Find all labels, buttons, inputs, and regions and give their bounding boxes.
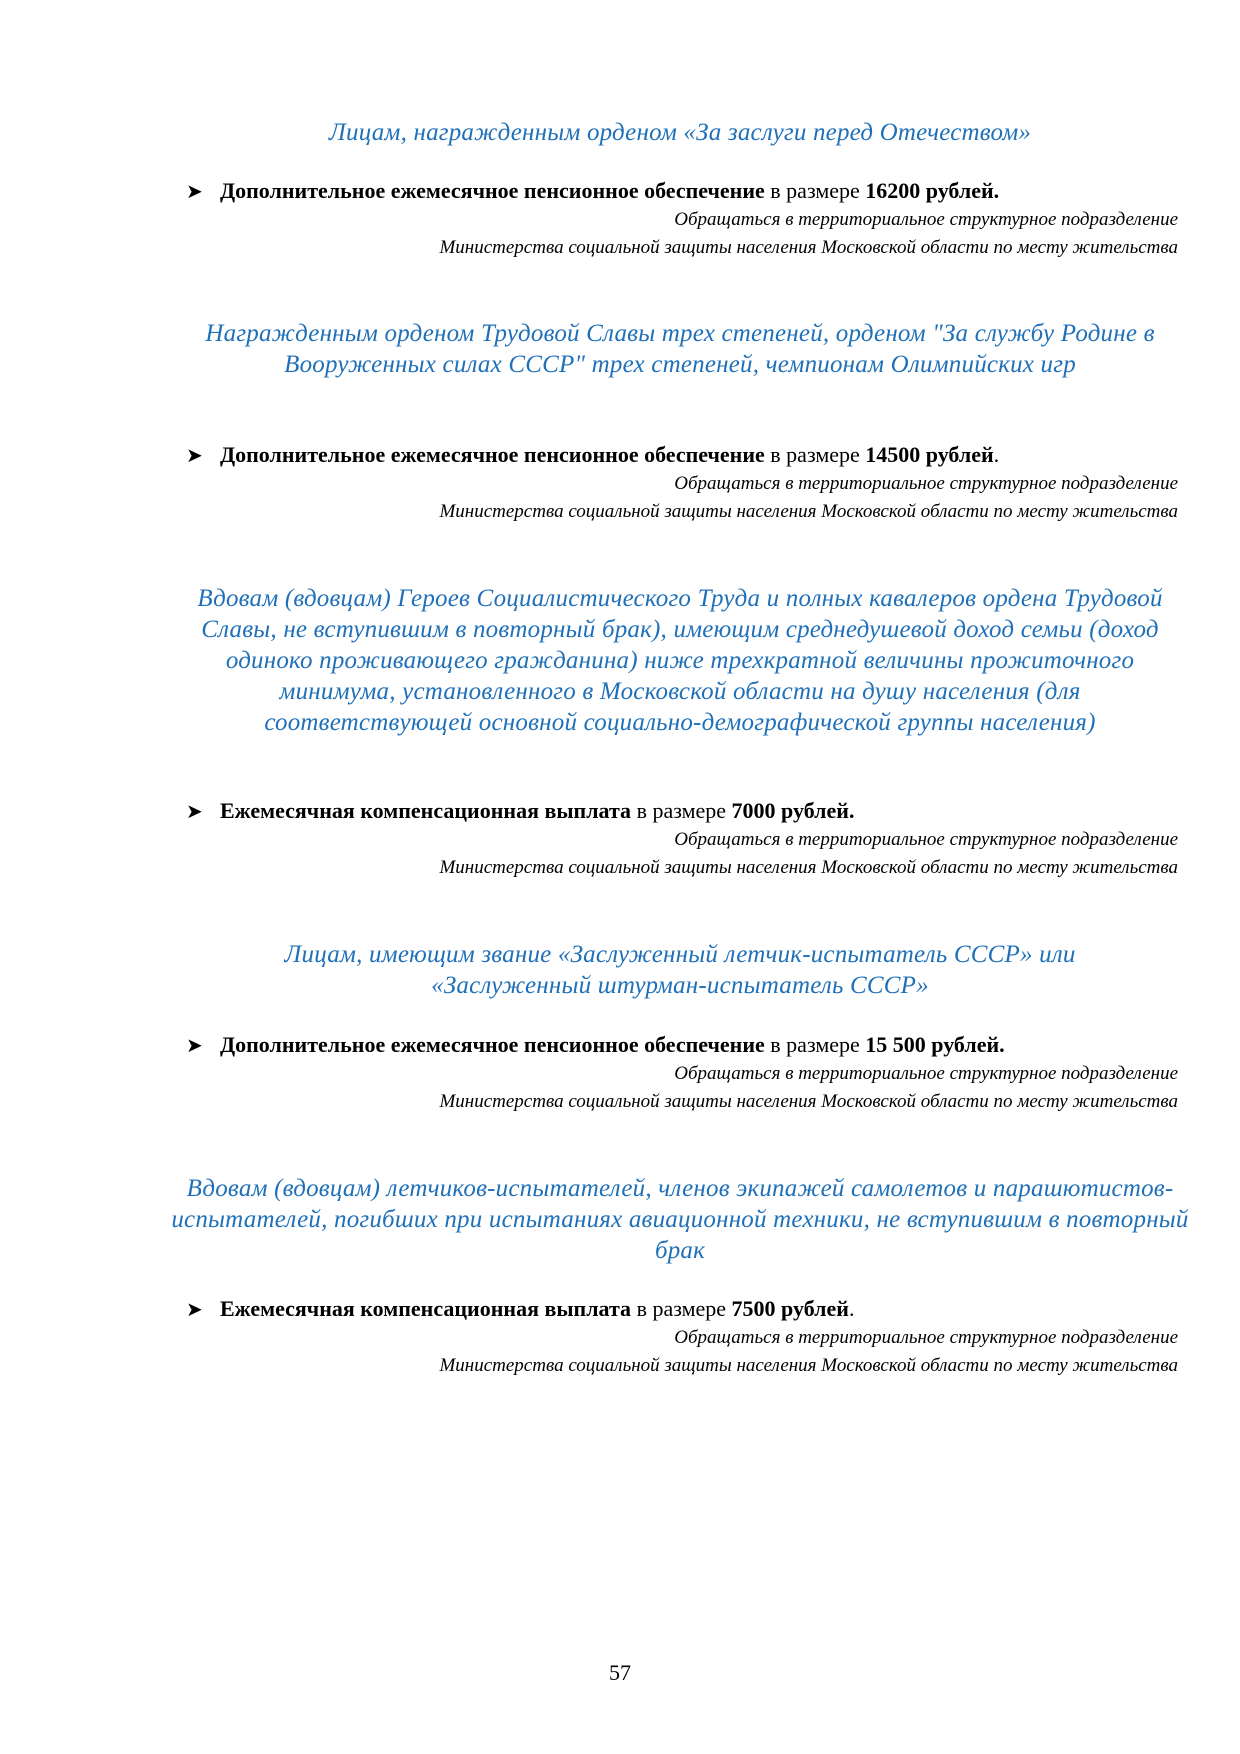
benefit-name: Дополнительное ежемесячное пенсионное обеспечение xyxy=(220,1032,765,1057)
note-line: Обращаться в территориальное структурное подразделение xyxy=(674,1063,1178,1084)
note-line: Министерства социальной защиты населения Московской области по месту жительства xyxy=(439,1355,1178,1376)
note-line: Министерства социальной защиты населения Московской области по месту жительства xyxy=(439,237,1178,258)
contact-note xyxy=(439,1324,1178,1380)
benefit-amount: 15 500 рублей. xyxy=(865,1032,1005,1057)
contact-note xyxy=(439,470,1178,526)
section-heading: Лицам, имеющим звание «Заслуженный летчик-испытатель СССР» или «Заслуженный штурман-испытатель СССР» xyxy=(284,941,1076,999)
contact-note xyxy=(439,206,1178,262)
benefit-amount: 14500 рублей xyxy=(865,442,994,467)
arrowhead-bullet-icon: ➤ xyxy=(186,1299,203,1321)
size-prefix: в размере xyxy=(631,1296,732,1321)
note-line: Обращаться в территориальное структурное подразделение xyxy=(674,209,1178,230)
arrowhead-bullet-icon: ➤ xyxy=(186,181,203,203)
benefit-item xyxy=(186,442,999,468)
note-line: Обращаться в территориальное структурное подразделение xyxy=(674,1327,1178,1348)
benefit-name: Ежемесячная компенсационная выплата xyxy=(220,1296,632,1321)
section-heading: Награжденным орденом Трудовой Славы трех степеней, орденом "За службу Родине в Вооруженных силах СССР" трех степеней, чемпионам Олимпийских игр xyxy=(205,320,1155,378)
note-line: Министерства социальной защиты населения Московской области по месту жительства xyxy=(439,857,1178,878)
note-line: Министерства социальной защиты населения Московской области по месту жительства xyxy=(439,1091,1178,1112)
arrowhead-bullet-icon: ➤ xyxy=(186,1035,203,1057)
page-number: 57 xyxy=(609,1660,631,1685)
arrowhead-bullet-icon: ➤ xyxy=(186,445,203,467)
section-heading: Лицам, награжденным орденом «За заслуги перед Отечеством» xyxy=(328,119,1032,146)
benefit-amount: 7000 рублей. xyxy=(731,798,855,823)
section-heading: Вдовам (вдовцам) Героев Социалистического Труда и полных кавалеров ордена Трудовой Славы, не вступившим в повторный брак), имеющим среднедушевой доход семьи (доход одиноко проживающего гражданина) ниже трехкратной величины прожиточного минимума, установленного в Московской области на душу населения (для соответствующей основной социально-демографической группы населения) xyxy=(197,585,1163,736)
benefit-item xyxy=(186,178,999,204)
note-line: Министерства социальной защиты населения Московской области по месту жительства xyxy=(439,501,1178,522)
benefit-name: Дополнительное ежемесячное пенсионное обеспечение xyxy=(220,442,765,467)
size-prefix: в размере xyxy=(764,442,866,467)
note-line: Обращаться в территориальное структурное подразделение xyxy=(674,473,1178,494)
size-prefix: в размере xyxy=(631,798,732,823)
benefit-name: Ежемесячная компенсационная выплата xyxy=(220,798,632,823)
benefit-amount: 16200 рублей. xyxy=(865,178,1000,203)
contact-note xyxy=(439,1060,1178,1116)
benefit-name: Дополнительное ежемесячное пенсионное обеспечение xyxy=(220,178,765,203)
size-prefix: в размере xyxy=(764,1032,866,1057)
section-heading: Вдовам (вдовцам) летчиков-испытателей, членов экипажей самолетов и парашютистов-испытателей, погибших при испытаниях авиационной техники, не вступившим в повторный брак xyxy=(171,1175,1189,1264)
amount-suffix: . xyxy=(993,442,1000,467)
note-line: Обращаться в территориальное структурное подразделение xyxy=(674,829,1178,850)
benefit-amount: 7500 рублей xyxy=(731,1296,849,1321)
amount-suffix: . xyxy=(848,1296,855,1321)
size-prefix: в размере xyxy=(764,178,866,203)
benefit-item xyxy=(186,798,854,824)
arrowhead-bullet-icon: ➤ xyxy=(186,801,203,823)
contact-note xyxy=(439,826,1178,882)
benefit-item xyxy=(186,1296,854,1322)
benefit-item xyxy=(186,1032,1005,1058)
